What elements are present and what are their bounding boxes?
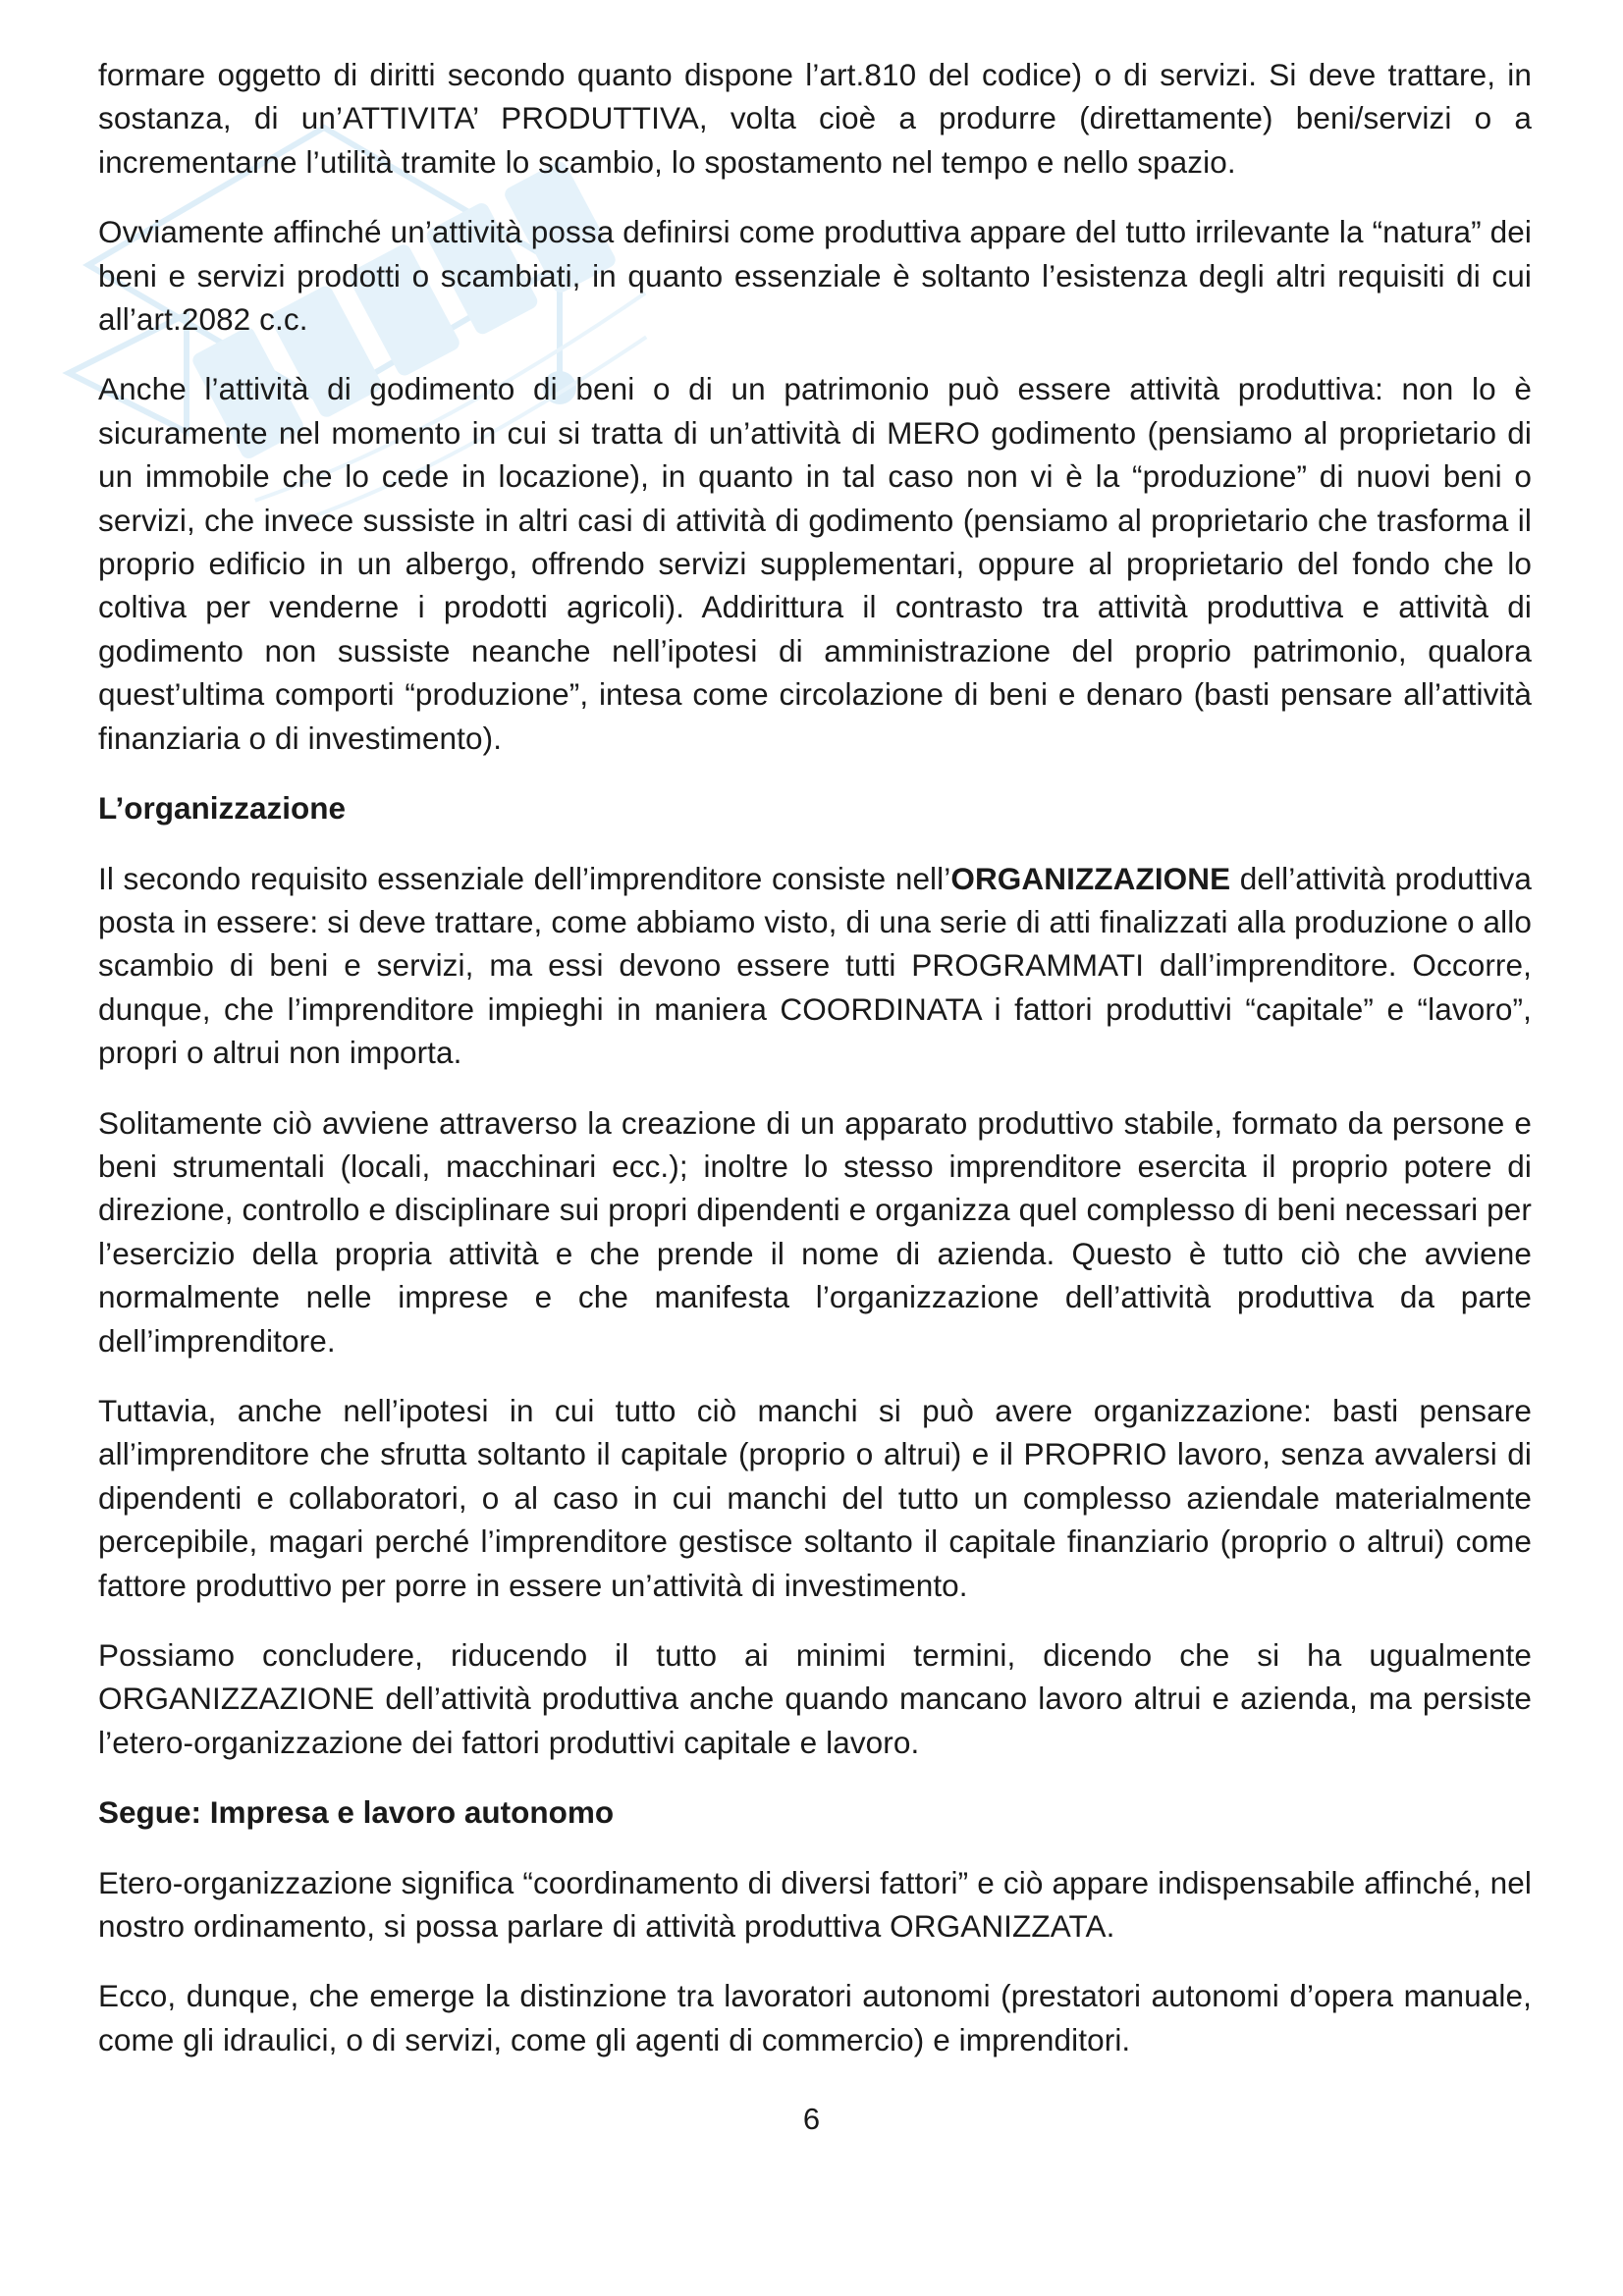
section-heading: Segue: Impresa e lavoro autonomo — [98, 1794, 615, 1831]
section-heading: L’organizzazione — [98, 790, 347, 827]
paragraph: Possiamo concludere, riducendo il tutto ai minimi termini, dicendo che si ha ugualmente ORGANIZZAZIONE dell’attività produttiva anche quando mancano lavoro altrui e azienda, ma persiste l’etero-organizzazione dei fattori produttivi capitale e lavoro. — [98, 1637, 1532, 1760]
page-number: 6 — [802, 2102, 821, 2136]
paragraph: Tuttavia, anche nell’ipotesi in cui tutto ciò manchi si può avere organizzazione: basti pensare all’imprenditore che sfrutta soltanto il capitale (proprio o altrui) e il PROPRIO lavoro, senza avvalersi di dipendenti e collaboratori, o al caso in cui manchi del tutto un complesso aziendale materialmente percepibile, magari perché l’imprenditore gestisce soltanto il capitale finanziario (proprio o altrui) come fattore produttivo per porre in essere un’attività di investimento. — [98, 1392, 1532, 1603]
bold-term: ORGANIZZAZIONE — [950, 860, 1231, 896]
paragraph-text: dell’attività produttiva posta in essere: si deve trattare, come abbiamo visto, di una serie di atti finalizzati alla produzione o allo scambio di beni e servizi, ma essi devono essere tutti PROGRAMMATI dall’imprenditore. Occorre, dunque, che l’imprenditore impieghi in maniera COORDINATA i fattori produttivi “capitale” e “lavoro”, propri o altrui non importa. — [98, 860, 1532, 1071]
document-body — [98, 53, 1532, 2088]
paragraph: Solitamente ciò avviene attraverso la creazione di un apparato produttivo stabile, formato da persone e beni strumentali (locali, macchinari ecc.); inoltre lo stesso imprenditore esercita il proprio potere di direzione, controllo e disciplinare sui propri dipendenti e organizza quel complesso di beni necessari per l’esercizio della propria attività e che prende il nome di azienda. Questo è tutto ciò che avviene normalmente nelle imprese e che manifesta l’organizzazione dell’attività produttiva da parte dell’imprenditore. — [98, 1104, 1532, 1359]
paragraph: Ecco, dunque, che emerge la distinzione tra lavoratori autonomi (prestatori autonomi d’opera manuale, come gli idraulici, o di servizi, come gli agenti di commercio) e imprenditori. — [98, 1978, 1532, 2057]
paragraph: Ovviamente affinché un’attività possa definirsi come produttiva appare del tutto irrilevante la “natura” dei beni e servizi prodotti o scambiati, in quanto essenziale è soltanto l’esistenza degli altri requisiti di cui all’art.2082 c.c. — [98, 214, 1532, 338]
paragraph: formare oggetto di diritti secondo quanto dispone l’art.810 del codice) o di servizi. Si deve trattare, in sostanza, di un’ATTIVITA’ PRODUTTIVA, volta cioè a produrre (direttamente) beni/servizi o a incrementarne l’utilità tramite lo scambio, lo spostamento nel tempo e nello spazio. — [98, 57, 1532, 180]
paragraph — [98, 857, 1532, 1075]
paragraph-text: Il secondo requisito essenziale dell’imprenditore consiste nell’ — [98, 860, 951, 896]
paragraph: Etero-organizzazione significa “coordinamento di diversi fattori” e ciò appare indispensabile affinché, nel nostro ordinamento, si possa parlare di attività produttiva ORGANIZZATA. — [98, 1864, 1532, 1945]
paragraph: Anche l’attività di godimento di beni o di un patrimonio può essere attività produttiva: non lo è sicuramente nel momento in cui si tratta di un’attività di MERO godimento (pensiamo al proprietario di un immobile che lo cede in locazione), in quanto in tal caso non vi è la “produzione” di nuovi beni o servizi, che invece sussiste in altri casi di attività di godimento (pensiamo al proprietario che trasforma il proprio edificio in un albergo, offrendo servizi supplementari, oppure al proprietario del fondo che lo coltiva per venderne i prodotti agricoli). Addirittura il contrasto tra attività produttiva e attività di godimento non sussiste neanche nell’ipotesi di amministrazione del proprio patrimonio, qualora quest’ultima comporti “produzione”, intesa come circolazione di beni e denaro (basti pensare all’attività finanziaria o di investimento). — [98, 371, 1532, 756]
